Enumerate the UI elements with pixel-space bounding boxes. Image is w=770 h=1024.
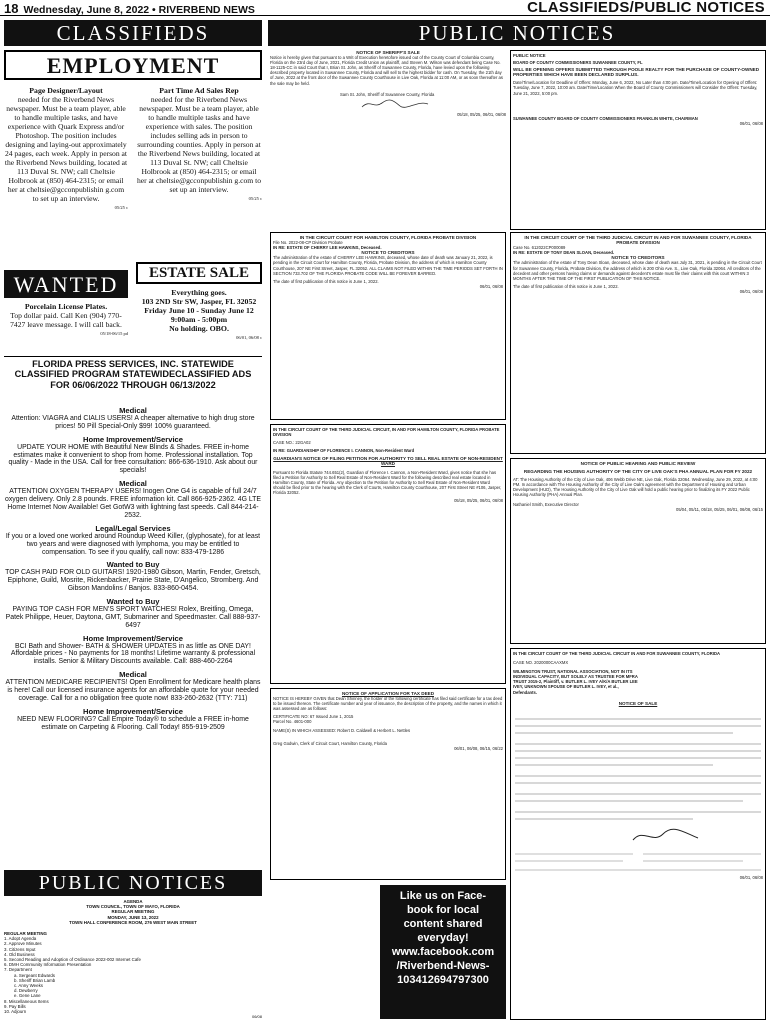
fpa-ad: TOP CASH PAID FOR OLD GUITARS! 1920-1980 Gibson, Martin, Fender, Gretsch, Epiphone, Guild, Mosrite, Rickenbacker, Prairie State, D'Angelico, Stromberg. And Gibson Mandolins / Banjos. 833-860-0454. <box>5 569 261 593</box>
agenda-item: 4. Old Business <box>4 951 35 957</box>
notice-case: CASE NO.: 22GA02 <box>273 440 311 446</box>
notice-public-hearing <box>510 458 766 644</box>
left-public-notices-banner: PUBLIC NOTICES <box>4 870 262 896</box>
fpa-ad: UPDATE YOUR HOME with Beautiful New Blinds & Shades. FREE in-home estimates make it convenient to shop from home. Professional installation. Top quality - Made in the USA. Call for free consultation: 866-636-1910. Ask about our specials! <box>8 443 258 475</box>
notice-foreclosure-sale <box>510 648 766 1020</box>
facebook-link[interactable]: 103412694797300 <box>397 974 489 986</box>
header-paper: RIVERBEND NEWS <box>158 4 255 16</box>
notice-signature: Nathaniel Smith, Executive Director <box>513 501 579 507</box>
page-header <box>0 0 770 16</box>
notice-ref: 06/01, 06/08 <box>479 283 503 289</box>
notice-subtitle: NOTICE OF SALE <box>618 700 658 706</box>
ad-wanted <box>4 302 128 338</box>
facebook-promo <box>380 885 506 1019</box>
notice-body: WILMINGTON TRUST, NATIONAL ASSOCIATION, NOT IN ITS INDIVIDUAL CAPACITY, BUT SOLELY AS TRUSTEE FOR MFRA TRUST 2015-2, Plaintiff, v. BUTLER L. IVEY A/K/A BUTLER LEE IVEY, UNKNOWN SPOUSE OF BUTLER L. IVEY, et al., Defendants. <box>513 669 638 695</box>
notice-ref: 05/04, 05/11, 05/18, 05/25, 06/01, 06/08, 06/15 <box>675 506 763 512</box>
agenda-item: c. Anny Weeks <box>14 983 43 989</box>
ad-title: Part Time Ad Sales Rep <box>159 86 239 95</box>
ad-body: Top dollar paid. Call Ken (904) 770-7427 leave message. I will call back. <box>10 311 122 329</box>
notice-bocc-surplus <box>510 50 766 230</box>
fpa-ad: PAYING TOP CASH FOR MEN'S SPORT WATCHES! Rolex, Breitling, Omega, Patek Philippe, Heuer, Daytona, GMT, Submariner and Speedmaster. Call 888-937-6497 <box>5 605 261 629</box>
notice-case: Case No. 612022CP000089 <box>513 245 566 251</box>
agenda-meeting: REGULAR MEETING <box>111 909 155 915</box>
notice-subtitle: NOTICE TO CREDITORS <box>361 250 415 256</box>
fpa-ad: ATTENTION MEDICARE RECIPIENTS! Open Enrollment for Medicare health plans is here! Call our licensed insurance agents for an affordable quote for your needed coverage. Call for a no obligation free quote now! 833-260-2632 (TTY: 711) <box>5 679 261 702</box>
agenda-title: AGENDA <box>123 899 143 904</box>
notice-title: IN THE CIRCUIT COURT OF THE THIRD JUDICIAL CIRCUIT, IN AND FOR HAMILTON COUNTY, FLORIDA PROBATE DIVISION <box>273 427 500 438</box>
agenda-item: b. Sheriff Brian Lamb <box>14 977 56 983</box>
agenda-item: 1. Adopt Agenda <box>4 936 37 942</box>
ad-estate-sale <box>136 288 262 342</box>
notice-signature: SUWANNEE COUNTY BOARD OF COUNTY COMMISSIONERS FRANKLIN WHITE, CHAIRMAN <box>513 115 698 121</box>
agenda-item: e. Gene Lane <box>14 993 41 999</box>
notice-signature: Sam St. John, Sheriff of Suwannee County, Florida <box>340 91 435 97</box>
fpa-category: Wanted to Buy <box>106 560 160 570</box>
notice-ref: 06/01, 06/08 <box>739 288 763 294</box>
ad-page-designer <box>4 86 128 212</box>
notice-body: WILL BE OPENING OFFERS SUBMITTED THROUGH POOLE REALTY FOR THE PURCHASE OF COUNTY-OWNED PROPERTIES WHICH HAVE BEEN DECLARED SURPLUS. <box>513 67 760 78</box>
notice-pub-date: The date of first publication of this notice is June 1, 2022. <box>513 283 619 289</box>
notice-signature: Greg Godwin, Clerk of Circuit Court, Hamilton County, Florida <box>273 740 387 746</box>
header-left: 18 Wednesday, June 8, 2022 • RIVERBEND NEWS <box>4 1 255 16</box>
employment-header: EMPLOYMENT <box>4 50 262 80</box>
ad-title: Page Designer/Layout <box>29 86 103 95</box>
agenda <box>4 899 262 1019</box>
agenda-item: 7. Department <box>4 967 32 973</box>
fpa-title: FLORIDA PRESS SERVICES, INC. STATEWIDE CLASSIFIED PROGRAM STATEWIDECLASSIFIED ADS FOR 06/06/2022 THROUGH 06/13/2022 <box>14 359 252 390</box>
ad-ref: 06/01, 06/08 c <box>236 335 262 340</box>
fpa-category: Home Improvement/Service <box>82 706 184 716</box>
agenda-item: 5. Second Reading and Adoption of Ordinance 2022-002 Internet Cafe <box>4 957 141 963</box>
estate-sale-header: ESTATE SALE <box>136 262 262 284</box>
estate-line: 9:00am - 5:00pm <box>170 315 228 324</box>
fpa-category: Wanted to Buy <box>106 597 160 607</box>
facebook-line: book for local <box>406 904 480 916</box>
notice-cert: CERTIFICATE NO: 67 Issued June 1, 2015 <box>273 714 354 720</box>
classifieds-banner: CLASSIFIEDS <box>4 20 262 46</box>
agenda-date: MONDAY, JUNE 13, 2022 <box>107 914 159 920</box>
notice-body: AT: The Housing Authority of the City of Live Oak, 406 Webb Drive NE, Live Oak, Florida 32064. Wednesday, June 29, 2022, at 4:00 PM. In accordance with The Housing Authority of the City of Live Oak's agreement with the Department of Housing and Urban Development (HUD), The Housing Authority of the City of Live Oak will hold a public hearing prior to finalizing its FY 2022 Public Housing Authority (PHA) Annual Plan. <box>513 477 758 498</box>
notice-estate-hawkins <box>270 232 506 420</box>
agenda-item: 10. Adjourn <box>4 1009 27 1015</box>
fpa-ad: BCI Bath and Shower- BATH & SHOWER UPDATES in as little as ONE DAY! Affordable prices - No payments for 18 months! Lifetime warranty & professional installs. Senior & Military Discounts available. Call: 888-460-2264 <box>10 642 256 666</box>
notice-title: NOTICE OF SHERIFF'S SALE <box>356 50 420 55</box>
fpa-category: Home Improvement/Service <box>82 633 184 643</box>
fpa-list <box>4 402 262 732</box>
notice-body: Pursuant to Florida Statute 744.651(2), Guardian of Florence I. Cannon, a Non-Resident Ward, gives notice that she has filed a Petition for Authority to Sell Real Estate of Non-Resident Ward for the following described real estate located in Hamilton County, State of Florida. Any objection to the Petition for Authority to Sell Real Estate of Non-Resident Ward should be filed prior to the hearing with the Clerk of Courts, Hamilton County Courthouse, 207 First Street NE #106, Jasper, Florida 32052. <box>273 469 502 495</box>
agenda-item: a. Sergeant Edwards <box>14 972 56 978</box>
fpa-category: Home Improvement/Service <box>82 434 184 444</box>
notice-guardianship <box>270 424 506 684</box>
agenda-item: 6. DMH Community Information Presentation <box>4 962 92 968</box>
fpa-ad: NEED NEW FLOORING? Call Empire Today® to schedule a FREE in-home estimate on Carpeting & Flooring. Call Today! 855-919-2509 <box>17 715 249 731</box>
agenda-item: 2. Approve Minutes <box>4 941 42 947</box>
notice-re: IN RE: ESTATE OF TONY DEAN SLOAN, Deceased. <box>513 250 615 256</box>
notice-title: NOTICE OF APPLICATION FOR TAX DEED <box>341 691 435 696</box>
fpa-ad: If you or a loved one worked around Roundup Weed Killer, (glyphosate), for at least two years and were diagnosed with lymphoma, you may be entitled to compensation. To see if you qualify, call now: 833-479-1286 <box>5 532 261 556</box>
notice-org: BOARD OF COUNTY COMMISSIONERS SUWANNEE COUNTY, FL <box>513 60 643 66</box>
estate-line: Friday June 10 - Sunday June 12 <box>144 306 254 315</box>
notice-title: IN THE CIRCUIT COURT OF THE THIRD JUDICIAL CIRCUIT IN AND FOR SUWANNEE COUNTY, FLORIDA <box>513 651 721 656</box>
notice-ref: 05/18, 05/25, 06/01, 06/08 <box>454 498 503 504</box>
facebook-line: content shared <box>403 918 483 930</box>
fpa-category: Medical <box>119 670 147 680</box>
agenda-item: 3. Citizens Input <box>4 946 36 952</box>
ad-ref: 05/25 c <box>114 205 128 210</box>
notice-ref: 06/01, 06/08 <box>739 120 763 126</box>
ad-ref: 05/18-06/15 pd <box>100 331 128 336</box>
fpa-category: Medical <box>119 479 147 489</box>
agenda-org: TOWN COUNCIL, TOWN OF MAYO, FLORIDA <box>86 904 180 910</box>
agenda-item: 9. Pay Bills <box>4 1003 26 1009</box>
section-title: CLASSIFIEDS/PUBLIC NOTICES <box>527 0 765 16</box>
estate-line: No holding. OBO. <box>169 324 229 333</box>
notice-pub-date: The date of first publication of this notice is June 1, 2022. <box>273 278 379 284</box>
header-date: Wednesday, June 8, 2022 <box>23 4 150 16</box>
notice-subtitle: GUARDIAN'S NOTICE OF FILING PETITION FOR AUTHORITY TO SELL REAL ESTATE OF NON-RESIDENT WARD <box>273 456 503 467</box>
agenda-item: 8. Miscellaneous Items <box>4 998 49 1004</box>
page-number: 18 <box>4 1 19 16</box>
agenda-order-title: REGULAR MEETING <box>4 931 47 937</box>
notice-body: The administration of the estate of Tony Dean Sloan, deceased, whose date of death was July 31, 2021, is pending in the Circuit Court for Suwannee County, Florida, Probate Division, the address of which is 200 Ohio Ave. S., Live Oak, Florida 32064. All creditors of the decedent and other persons having claims or demands against decedent's estate must file their claims with this court WITHIN 3 MONTHS AFTER THE TIME OF THE FIRST PUBLICATION OF THIS NOTICE. <box>513 260 762 281</box>
notice-case: File No. 2022-08-CP Division Probate <box>273 240 343 246</box>
notice-title: IN THE CIRCUIT COURT FOR HAMILTON COUNTY, FLORIDA PROBATE DIVISION <box>299 235 477 240</box>
fpa-ad: Attention: VIAGRA and CIALIS USERS! A cheaper alternative to high drug store prices! 50 Pill Special-Only $99! 100% guaranteed. <box>11 414 255 430</box>
notice-ref: 05/18, 05/25, 06/01, 06/08 <box>457 111 506 117</box>
notice-title: IN THE CIRCUIT COURT OF THE THIRD JUDICIAL CIRCUIT IN AND FOR SUWANNEE COUNTY, FLORIDA PROBATE DIVISION <box>524 235 752 246</box>
agenda-item: d. Dewberry <box>14 988 38 994</box>
fpa-category: Medical <box>119 406 147 415</box>
notice-ref: 06/01, 06/08 <box>739 874 763 880</box>
ad-ref: 05/25 c <box>248 196 262 201</box>
notice-parcel: Parcel No. 4601-000 <box>273 719 312 725</box>
notice-subtitle: REGARDING THE HOUSING AUTHORITY OF THE CITY OF LIVE OAK'S PHA ANNUAL PLAN FOR FY 2022 <box>523 469 753 475</box>
notice-subtitle: NOTICE TO CREDITORS <box>611 255 665 261</box>
public-notices-banner: PUBLIC NOTICES <box>268 20 766 46</box>
notice-re: IN RE: GUARDIANSHIP OF FLORENCE I. CANNON, Non-Resident Ward <box>273 448 415 454</box>
legal-text-block <box>513 714 763 874</box>
estate-line: 103 2ND Str SW, Jasper, FL 32052 <box>141 297 257 306</box>
facebook-line: Like us on Face- <box>399 890 487 902</box>
facebook-line: everyday! <box>417 932 469 944</box>
notice-sheriff-sale <box>270 50 506 230</box>
estate-line: Everything goes. <box>171 288 227 297</box>
agenda-ref: 06/08 <box>251 1014 262 1020</box>
notice-body: NOTICE IS HEREBY GIVEN that Dean Shinney, the holder of the following certificate has filed said certificate for a tax deed to be issued thereon. The certificate number and year of issuance, the description of the property, and the names in which it was assessed are as follows: <box>273 696 503 712</box>
notice-title: PUBLIC NOTICE <box>513 53 546 58</box>
ad-ad-sales-rep <box>136 86 262 203</box>
signature-scribble <box>360 97 430 111</box>
ad-body: needed for the Riverbend News newspaper. Must be a team player, able to handle multiple tasks, and have experience with Quark Express and/or Photoshop. The position includes designing and laying-out approximately 24 pages, each week. Apply in person at the Riverbend News building, located at 113 Duval St. NW; call Cheltsie Holbrook at (850) 464-2315; or email her at cheltsie@gcconpublishin g.com to set up an interview. <box>4 95 128 203</box>
ad-body: needed for the Riverbend News newspaper. Must be a team player, able to handle multiple tasks and have experience with sales. The position includes selling ads in person to surrounding counties. Apply in person at the Riverbend News building, located at 113 Duval St. NW; call Cheltsie Holbrook at (850) 464-2315; or email her at cheltsie@gcconpublishin g.com to set up an interview. <box>136 95 262 194</box>
notice-dates: Date/Time/Location for Deadline of Offers: Monday, June 6, 2022, No Later than 4:00 pm. Date/Time/Location for Opening of Offers: Tuesday, June 7, 2022, 10:00 am. Date/Time/Location When the Board of County Commissioners will Consider the Offers: Tuesday, June 21, 2022, 5:00 pm. <box>513 80 758 96</box>
notice-tax-deed <box>270 688 506 880</box>
notice-body: The administration of the estate of CHERRY LEE HAWKINS, deceased, whose date of death was January 21, 2022, is pending in the Circuit Court for Hamilton County, Florida, Probate Division, the address of which is Hamilton County Courthouse, 207 NE First Street, Jasper, FL 32052. ALL CLAIMS NOT FILED WITHIN THE TIME PERIODS SET FORTH IN SECTION 733.702 OF THE FLORIDA PROBATE CODE WILL BE FOREVER BARRED. <box>273 255 503 276</box>
fpa-category: Legal/Legal Services <box>95 523 171 533</box>
facebook-link[interactable]: www.facebook.com <box>391 946 495 958</box>
fpa-ad: ATTENTION OXYGEN THERAPY USERS! Inogen One G4 is capable of full 24/7 oxygen delivery. Only 2.8 pounds. FREE information kit. Call 866-925-2362. 4G LTE Home Internet Now Available! Get GotW3 with lightning fast speeds. Call 844-214-2532. <box>5 488 261 519</box>
wanted-header: WANTED <box>4 270 128 298</box>
facebook-link[interactable]: /Riverbend-News- <box>396 960 490 972</box>
divider <box>4 356 262 357</box>
notice-body: Notice is hereby given that pursuant to a Writ of Execution heretofore issued out of the County Court of Columbia County, Florida on the 23rd day of June, 2021, Florida Credit Union as plaintiff, and Steven M. Wilson was defendant being Case No. 18-1125-CC in said Court that I, Brian St. John, as Sheriff of Suwannee County, Florida, have levied upon the following described property located in Suwannee County, Florida and will sell to the highest bidder for cash. On Tuesday, the 21th day of June, 2022 at the front door of the Suwannee County Courthouse in Live Oak, Florida at 11:00 AM, or as soon thereafter as the sale may be held. <box>270 55 503 86</box>
notice-assessed: NAME(S) IN WHICH ASSESSED: Robert D. Caldwell & Herbert L. Nettles <box>273 727 411 733</box>
notice-estate-sloan <box>510 232 766 454</box>
ad-title: Porcelain License Plates. <box>24 302 108 311</box>
notice-case: CASE NO. 2020000CAAXMX <box>513 660 569 666</box>
notice-re: IN RE: ESTATE OF CHERRY LEE HAWKINS, Deceased. <box>273 245 382 251</box>
agenda-items <box>4 936 262 1014</box>
notice-title: NOTICE OF PUBLIC HEARING AND PUBLIC REVIEW <box>580 461 696 466</box>
agenda-place: TOWN HALL CONFERENCE ROOM, 276 WEST MAIN STREET <box>69 919 197 925</box>
notice-ref: 06/01, 06/08, 06/15, 06/22 <box>454 745 503 751</box>
